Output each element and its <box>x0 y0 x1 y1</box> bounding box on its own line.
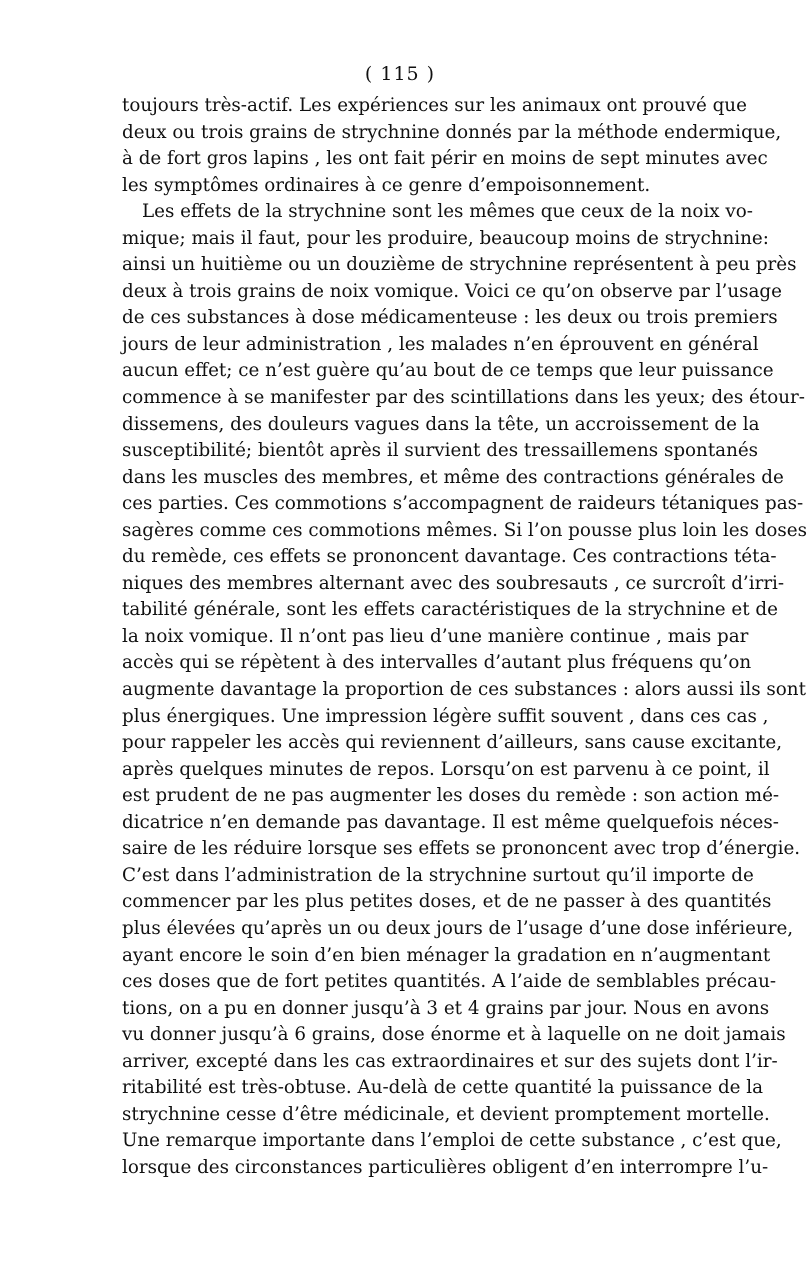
text-line: toujours très-actif. Les expériences sur les animaux ont prouvé que <box>122 95 747 116</box>
text-line: dicatrice n’en demande pas davantage. Il est même quelquefois néces- <box>122 811 779 833</box>
text-line: sagères comme ces commotions mêmes. Si l’on pousse plus loin les doses <box>122 519 807 541</box>
text-line: pour rappeler les accès qui reviennent d’ailleurs, sans cause excitante, <box>122 732 783 754</box>
text-line: les symptômes ordinaires à ce genre d’empoisonnement. <box>122 174 651 196</box>
text-line: lorsque des circonstances particulières obligent d’en interrompre l’u- <box>122 1156 769 1178</box>
text-line: commencer par les plus petites doses, et de ne passer à des quantités <box>122 891 772 913</box>
text-line: aucun effet; ce n’est guère qu’au bout de ce temps que leur puissance <box>122 360 774 382</box>
text-line: deux à trois grains de noix vomique. Voici ce qu’on observe par l’usage <box>122 280 782 302</box>
text-line: plus élevées qu’après un ou deux jours de l’usage d’une dose inférieure, <box>122 917 794 939</box>
text-line: ces parties. Ces commotions s’accompagnent de raideurs tétaniques pas- <box>122 493 804 515</box>
text-line: jours de leur administration , les malades n’en éprouvent en général <box>122 333 759 355</box>
text-line: strychnine cesse d’être médicinale, et devient promptement mortelle. <box>122 1103 770 1125</box>
text-line: du remède, ces effets se prononcent davantage. Ces contractions téta- <box>122 546 777 568</box>
text-line: ayant encore le soin d’en bien ménager la gradation en n’augmentant <box>122 944 771 966</box>
text-line: niques des membres alternant avec des soubresauts , ce surcroît d’irri- <box>122 572 785 594</box>
text-line: Une remarque importante dans l’emploi de cette substance , c’est que, <box>122 1130 782 1152</box>
body-text <box>122 93 807 1181</box>
text-line: C’est dans l’administration de la strychnine surtout qu’il importe de <box>122 864 754 886</box>
page-number: ( 115 ) <box>364 63 436 85</box>
text-line: la noix vomique. Il n’ont pas lieu d’une manière continue , mais par <box>122 625 749 647</box>
text-line: plus énergiques. Une impression légère suffit souvent , dans ces cas , <box>122 705 769 727</box>
text-line: vu donner jusqu’à 6 grains, dose énorme et à laquelle on ne doit jamais <box>122 1024 786 1046</box>
text-line: ces doses que de fort petites quantités. A l’aide de semblables précau- <box>122 971 777 993</box>
text-line: tions, on a pu en donner jusqu’à 3 et 4 grains par jour. Nous en avons <box>122 997 770 1019</box>
text-line: Les effets de la strychnine sont les mêmes que ceux de la noix vo- <box>142 201 753 223</box>
text-line: mique; mais il faut, pour les produire, beaucoup moins de strychnine: <box>122 227 769 249</box>
text-line: saire de les réduire lorsque ses effets se prononcent avec trop d’énergie. <box>122 838 801 860</box>
text-line: tabilité générale, sont les effets caractéristiques de la strychnine et de <box>122 599 778 621</box>
text-line: deux ou trois grains de strychnine donnés par la méthode endermique, <box>122 121 782 143</box>
text-line: commence à se manifester par des scintillations dans les yeux; des étour- <box>122 387 805 409</box>
text-line: de ces substances à dose médicamenteuse : les deux ou trois premiers <box>122 307 778 329</box>
text-line: après quelques minutes de repos. Lorsqu’on est parvenu à ce point, il <box>122 758 770 780</box>
text-line: susceptibilité; bientôt après il survient des tressaillemens spontanés <box>122 440 759 462</box>
text-line: dans les muscles des membres, et même des contractions générales de <box>122 466 784 488</box>
text-line: ritabilité est très-obtuse. Au-delà de cette quantité la puissance de la <box>122 1077 764 1099</box>
text-line: ainsi un huitième ou un douzième de strychnine représentent à peu près <box>122 254 797 276</box>
text-line: à de fort gros lapins , les ont fait périr en moins de sept minutes avec <box>122 148 768 170</box>
text-line: augmente davantage la proportion de ces substances : alors aussi ils sont <box>122 679 806 701</box>
text-line: est prudent de ne pas augmenter les doses du remède : son action mé- <box>122 785 780 807</box>
text-line: accès qui se répètent à des intervalles d’autant plus fréquens qu’on <box>122 652 752 674</box>
text-line: arriver, excepté dans les cas extraordinaires et sur des sujets dont l’ir- <box>122 1050 778 1072</box>
text-line: dissemens, des douleurs vagues dans la tête, un accroissement de la <box>122 413 760 435</box>
